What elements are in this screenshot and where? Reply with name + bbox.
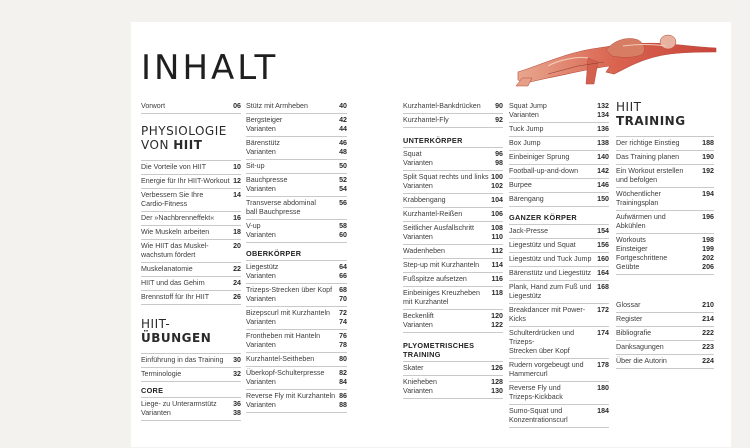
toc-entry-page: 100 102	[491, 173, 503, 190]
toc-entry	[616, 327, 714, 341]
toc-entry-label: Jack-Presse	[509, 227, 549, 235]
toc-entry	[403, 287, 503, 310]
section-physiologie: PHYSIOLOGIE VON HIIT	[141, 114, 241, 161]
toc-entry	[509, 165, 609, 179]
toc-entry	[616, 137, 714, 151]
toc-entry	[246, 390, 347, 413]
toc-entry-page: 223	[702, 343, 714, 351]
toc-entry-page: 178	[597, 361, 609, 369]
toc-entry-page: 18	[233, 228, 241, 236]
toc-entry-label: Terminologie	[141, 370, 182, 378]
toc-entry-page: 222	[702, 329, 714, 337]
toc-entry	[509, 405, 609, 428]
toc-entry-label: Muskelanatomie	[141, 265, 193, 273]
toc-entry-label: Football-up-and-down	[509, 167, 579, 175]
toc-entry	[246, 330, 347, 353]
toc-entry-label: Kurzhantel-Fly	[403, 116, 449, 124]
toc-entry	[141, 368, 241, 382]
toc-entry-label: Split Squat rechts und links Varianten	[403, 173, 489, 190]
toc-entry	[509, 267, 609, 281]
toc-entry-label: Reverse Fly mit Kurzhanteln Varianten	[246, 392, 336, 409]
toc-entry	[509, 137, 609, 151]
toc-entry-page: 156	[597, 241, 609, 249]
toc-column-2	[246, 100, 347, 413]
toc-entry-page: 112	[491, 247, 503, 255]
toc-entry-label: Trizeps-Strecken über Kopf Varianten	[246, 286, 333, 303]
toc-entry-label: Breakdancer mit Power-Kicks	[509, 306, 586, 323]
toc-entry-page: 58 60	[339, 222, 347, 239]
toc-entry	[246, 220, 347, 243]
toc-entry-label: Squat Jump Varianten	[509, 102, 547, 119]
toc-entry-page: 40	[339, 102, 347, 110]
toc-entry	[616, 211, 714, 234]
toc-entry-page: 154	[597, 227, 609, 235]
toc-column-1	[141, 100, 241, 421]
toc-entry-page: 150	[597, 195, 609, 203]
toc-entry	[509, 382, 609, 405]
toc-entry	[403, 100, 503, 114]
toc-entry	[246, 197, 347, 220]
toc-entry-label: Rudern vorgebeugt und Hammercurl	[509, 361, 584, 378]
toc-entry-label: V-up Varianten	[246, 222, 276, 239]
toc-entry-label: Register	[616, 315, 643, 323]
toc-entry-label: Liegestütz und Tuck Jump	[509, 255, 592, 263]
toc-entry-label: Kurzhantel-Reißen	[403, 210, 463, 218]
toc-entry-label: Bergsteiger Varianten	[246, 116, 283, 133]
toc-entry-label: Die Vorteile von HIIT	[141, 163, 207, 171]
toc-entry-page: 210	[702, 301, 714, 309]
toc-entry	[509, 225, 609, 239]
toc-entry-page: 104	[491, 196, 503, 204]
toc-entry	[403, 194, 503, 208]
section-uebungen: HIIT- ÜBUNGEN	[141, 305, 241, 354]
toc-entry-label: Liegestütz und Squat	[509, 241, 576, 249]
toc-entry-page: 52 54	[339, 176, 347, 193]
toc-entry-page: 128 130	[491, 378, 503, 395]
toc-entry-page: 42 44	[339, 116, 347, 133]
toc-entry	[403, 362, 503, 376]
toc-entry	[246, 307, 347, 330]
section-training: HIIT TRAINING	[616, 100, 714, 137]
toc-entry-page: 192	[702, 167, 714, 175]
section-ganzer-koerper: GANZER KÖRPER	[509, 207, 609, 225]
toc-entry-page: 136	[597, 125, 609, 133]
toc-entry-page: 14	[233, 191, 241, 199]
toc-entry	[616, 299, 714, 313]
toc-entry-label: Aufwärmen und Abkühlen	[616, 213, 666, 230]
toc-entry	[141, 226, 241, 240]
toc-entry	[509, 151, 609, 165]
toc-entry	[141, 277, 241, 291]
toc-entry-label: Bärenstütz Varianten	[246, 139, 280, 156]
toc-entry-label: Liege- zu Unterarmstütz Varianten	[141, 400, 217, 417]
toc-entry	[246, 353, 347, 367]
toc-entry	[246, 261, 347, 284]
toc-entry	[403, 259, 503, 273]
toc-entry-label: Danksagungen	[616, 343, 664, 351]
toc-entry-page: 26	[233, 293, 241, 301]
toc-entry-label: Kurzhantel-Seitheben	[246, 355, 315, 363]
toc-entry-label: Bärengang	[509, 195, 544, 203]
toc-entry-label: Das Training planen	[616, 153, 680, 161]
toc-entry	[403, 222, 503, 245]
toc-entry-page: 190	[702, 153, 714, 161]
toc-entry	[246, 284, 347, 307]
toc-entry-label: Wie Muskeln arbeiten	[141, 228, 210, 236]
toc-entry-label: Frontheben mit Hanteln Varianten	[246, 332, 321, 349]
toc-entry	[246, 174, 347, 197]
toc-entry-label: Sumo-Squat und Konzentrationscurl	[509, 407, 568, 424]
toc-entry-page: 126	[491, 364, 503, 372]
page-title: INHALT	[141, 48, 279, 88]
toc-entry	[141, 189, 241, 212]
toc-entry-label: HIIT und das Gehirn	[141, 279, 205, 287]
section-unterkoerper: UNTERKÖRPER	[403, 128, 503, 148]
toc-entry	[141, 100, 241, 114]
toc-entry-page: 12	[233, 177, 241, 185]
toc-entry	[141, 354, 241, 368]
toc-entry-page: 22	[233, 265, 241, 273]
toc-entry-page: 92	[495, 116, 503, 124]
toc-entry-page: 184	[597, 407, 609, 415]
toc-column-5	[616, 100, 714, 369]
toc-entry	[403, 273, 503, 287]
toc-entry	[246, 160, 347, 174]
toc-entry	[403, 376, 503, 399]
toc-entry-page: 198 199 202 206	[702, 236, 714, 271]
toc-entry	[141, 161, 241, 175]
toc-entry-label: Beckenlift Varianten	[403, 312, 434, 329]
toc-entry-label: Verbessern Sie Ihre Cardio-Fitness	[141, 191, 204, 208]
toc-entry	[616, 188, 714, 211]
toc-entry-page: 196	[702, 213, 714, 221]
toc-entry	[141, 175, 241, 189]
toc-entry-page: 138	[597, 139, 609, 147]
toc-entry-page: 32	[233, 370, 241, 378]
toc-entry-page: 20	[233, 242, 241, 250]
toc-entry-label: Burpee	[509, 181, 532, 189]
toc-entry-label: Bizepscurl mit Kurzhanteln Varianten	[246, 309, 330, 326]
toc-entry-page: 180	[597, 384, 609, 392]
toc-entry-label: Tuck Jump	[509, 125, 544, 133]
toc-entry	[246, 137, 347, 160]
toc-entry	[141, 263, 241, 277]
toc-entry-page: 36 38	[233, 400, 241, 417]
toc-entry	[509, 253, 609, 267]
toc-entry-label: Box Jump	[509, 139, 541, 147]
toc-entry-label: Stütz mit Armheben	[246, 102, 308, 110]
toc-entry-label: Skater	[403, 364, 424, 372]
toc-entry-page: 174	[597, 329, 609, 337]
toc-entry	[509, 193, 609, 207]
toc-entry	[509, 179, 609, 193]
toc-entry-page: 96 98	[495, 150, 503, 167]
toc-entry-label: Fußspitze aufsetzen	[403, 275, 467, 283]
section-oberkoerper: OBERKÖRPER	[246, 243, 347, 261]
toc-entry-page: 90	[495, 102, 503, 110]
toc-entry-page: 172	[597, 306, 609, 314]
toc-entry-label: Brennstoff für Ihr HIIT	[141, 293, 210, 301]
toc-entry	[246, 114, 347, 137]
toc-entry-page: 86 88	[339, 392, 347, 409]
toc-entry-label: Knieheben Varianten	[403, 378, 437, 395]
toc-entry-label: Wadenheben	[403, 247, 445, 255]
toc-entry-page: 24	[233, 279, 241, 287]
toc-entry	[141, 398, 241, 421]
toc-entry-page: 160	[597, 255, 609, 263]
toc-entry-page: 50	[339, 162, 347, 170]
toc-entry	[403, 245, 503, 259]
toc-entry-page: 188	[702, 139, 714, 147]
toc-entry-label: Einführung in das Training	[141, 356, 224, 364]
toc-entry	[509, 327, 609, 359]
toc-entry-label: Schulterdrücken und Trizeps- Strecken über Kopf	[509, 329, 575, 355]
toc-entry-label: Reverse Fly und Trizeps-Kickback	[509, 384, 563, 401]
toc-entry-label: Seitlicher Ausfallschritt Varianten	[403, 224, 474, 241]
toc-entry-label: Über die Autorin	[616, 357, 667, 365]
toc-entry-label: Einbeiniger Sprung	[509, 153, 570, 161]
toc-entry-label: Der richtige Einstieg	[616, 139, 680, 147]
toc-entry-label: Bauchpresse Varianten	[246, 176, 288, 193]
toc-entry-label: Sit-up	[246, 162, 265, 170]
toc-entry-label: Squat Varianten	[403, 150, 433, 167]
toc-entry-label: Ein Workout erstellen und befolgen	[616, 167, 684, 184]
section-core: CORE	[141, 382, 241, 398]
toc-entry-label: Der »Nachbrenneffekt«	[141, 214, 215, 222]
toc-entry	[616, 341, 714, 355]
toc-entry-page: 120 122	[491, 312, 503, 329]
toc-entry-label: Transverse abdominal ball Bauchpresse	[246, 199, 316, 216]
toc-entry	[246, 367, 347, 390]
toc-entry-label: Workouts Einsteiger Fortgeschrittene Geübte	[616, 236, 668, 271]
toc-entry-page: 64 66	[339, 263, 347, 280]
toc-entry-label: Kurzhantel-Bankdrücken	[403, 102, 481, 110]
toc-entry-page: 30	[233, 356, 241, 364]
toc-entry-label: Step-up mit Kurzhanteln	[403, 261, 480, 269]
toc-entry-page: 10	[233, 163, 241, 171]
toc-entry	[403, 171, 503, 194]
toc-entry	[403, 208, 503, 222]
toc-entry-page: 56	[339, 199, 347, 207]
toc-entry	[141, 240, 241, 263]
toc-entry-label: Vorwort	[141, 102, 166, 110]
toc-entry-page: 194	[702, 190, 714, 198]
toc-entry-page: 214	[702, 315, 714, 323]
toc-entry-page: 142	[597, 167, 609, 175]
section-plyometrisch: PLYOMETRISCHES TRAINING	[403, 333, 503, 362]
toc-column-3	[403, 100, 503, 399]
toc-entry-label: Krabbengang	[403, 196, 446, 204]
anatomy-plank-illustration	[488, 22, 720, 90]
toc-entry-page: 132 134	[597, 102, 609, 119]
toc-entry-label: Einbeiniges Kreuzheben mit Kurzhantel	[403, 289, 480, 306]
toc-entry-label: Energie für Ihr HIIT-Workout	[141, 177, 230, 185]
toc-entry-page: 80	[339, 355, 347, 363]
toc-entry	[403, 114, 503, 128]
toc-entry-page: 46 48	[339, 139, 347, 156]
toc-entry-label: Wöchentlicher Trainingsplan	[616, 190, 661, 207]
toc-entry-page: 164	[597, 269, 609, 277]
toc-entry	[403, 310, 503, 333]
toc-entry-page: 76 78	[339, 332, 347, 349]
toc-entry-page: 114	[491, 261, 503, 269]
toc-entry	[616, 151, 714, 165]
toc-entry-label: Liegestütz Varianten	[246, 263, 279, 280]
toc-entry-page: 146	[597, 181, 609, 189]
toc-entry	[246, 100, 347, 114]
toc-entry-label: Wie HIIT das Muskel- wachstum fördert	[141, 242, 209, 259]
toc-entry-page: 16	[233, 214, 241, 222]
toc-entry	[509, 359, 609, 382]
toc-entry	[616, 355, 714, 369]
toc-entry-page: 224	[702, 357, 714, 365]
toc-entry	[509, 100, 609, 123]
toc-entry-page: 118	[491, 289, 503, 297]
toc-entry-page: 72 74	[339, 309, 347, 326]
toc-entry-page: 82 84	[339, 369, 347, 386]
toc-entry	[509, 281, 609, 304]
toc-entry	[141, 212, 241, 226]
toc-entry-page: 108 110	[491, 224, 503, 241]
toc-entry-page: 106	[491, 210, 503, 218]
toc-entry	[403, 148, 503, 171]
toc-entry-label: Bärenstütz und Liegestütz	[509, 269, 592, 277]
toc-entry-label: Glossar	[616, 301, 641, 309]
toc-entry	[616, 165, 714, 188]
toc-entry	[509, 123, 609, 137]
toc-entry-page: 140	[597, 153, 609, 161]
toc-entry-page: 68 70	[339, 286, 347, 303]
toc-entry-label: Plank, Hand zum Fuß und Liegestütz	[509, 283, 592, 300]
toc-column-4	[509, 100, 609, 428]
toc-entry	[509, 239, 609, 253]
toc-entry-label: Überkopf-Schulterpresse Varianten	[246, 369, 325, 386]
toc-entry	[509, 304, 609, 327]
toc-entry-page: 168	[597, 283, 609, 291]
toc-entry	[616, 313, 714, 327]
toc-entry	[616, 234, 714, 275]
toc-entry-page: 116	[491, 275, 503, 283]
toc-entry	[141, 291, 241, 305]
toc-entry-page: 06	[233, 102, 241, 110]
toc-entry-label: Bibliografie	[616, 329, 652, 337]
